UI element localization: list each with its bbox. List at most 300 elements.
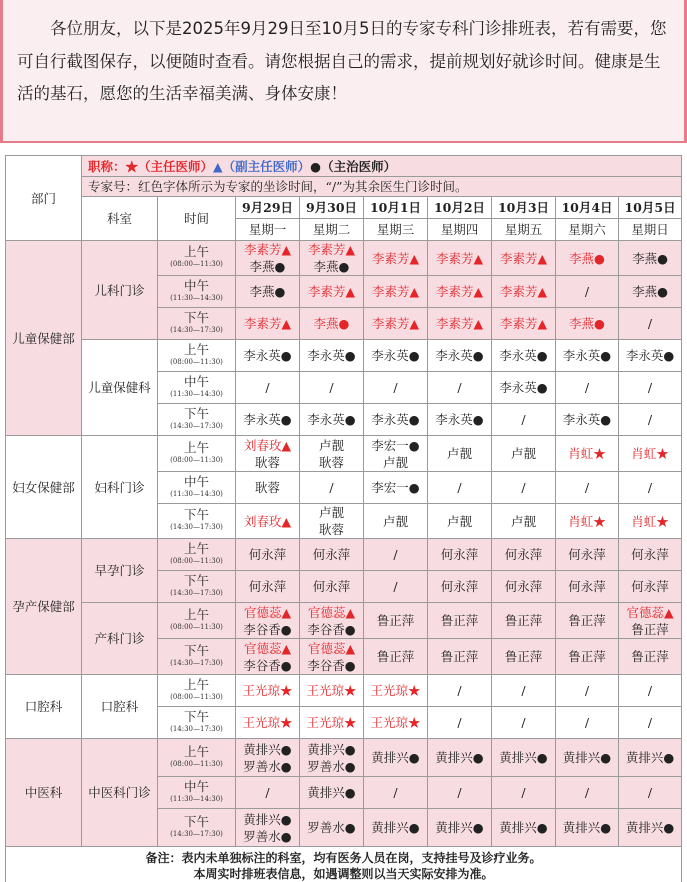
empty-slot: / xyxy=(329,480,334,495)
doctor-cell xyxy=(619,472,682,504)
doctor-cell xyxy=(556,472,619,504)
slot-hours: (14:30—17:30) xyxy=(170,325,223,334)
slot-label: 中午 xyxy=(183,277,209,293)
weekday-header: 星期四 xyxy=(428,219,492,241)
slot-label: 上午 xyxy=(183,244,209,259)
doctor-name: 官德蕊▲ xyxy=(243,604,292,620)
date-header: 10月1日 xyxy=(364,197,428,219)
doctor-name: 肖虹★ xyxy=(568,513,606,529)
doctor-name: 卢靓 xyxy=(318,505,344,520)
doctor-cell xyxy=(556,539,619,571)
doctor-cell xyxy=(619,539,682,571)
doctor-name: 鲁正萍 xyxy=(504,649,543,664)
doctor-cell xyxy=(236,539,300,571)
date-header: 10月2日 xyxy=(428,197,492,219)
empty-slot: / xyxy=(584,683,590,698)
doctor-cell xyxy=(428,707,492,739)
doctor-name: 李永英● xyxy=(371,348,420,363)
expert-note xyxy=(82,177,682,197)
empty-slot: / xyxy=(393,547,398,562)
empty-slot: / xyxy=(584,284,590,299)
doctor-cell xyxy=(236,472,300,504)
doctor-name: 何永萍 xyxy=(312,579,351,594)
room-cell: 早孕门诊 xyxy=(82,539,158,603)
doctor-name: 李永英● xyxy=(243,348,292,363)
doctor-name: 黄排兴● xyxy=(371,750,420,765)
doctor-cell xyxy=(300,809,364,847)
doctor-name: 罗善水● xyxy=(307,820,356,835)
footer-line: 本周实时排班表信息，如遇调整则以当天实际安排为准。 xyxy=(193,866,494,881)
department-cell: 儿童保健部 xyxy=(6,241,82,436)
time-slot-cell xyxy=(158,308,236,340)
doctor-cell xyxy=(619,241,682,276)
doctor-cell xyxy=(619,675,682,707)
doctor-name: 何永萍 xyxy=(312,547,351,562)
doctor-cell xyxy=(619,436,682,472)
doctor-cell xyxy=(300,308,364,340)
weekday-header: 星期日 xyxy=(619,219,682,241)
doctor-cell xyxy=(619,504,682,539)
doctor-cell xyxy=(492,472,556,504)
doctor-cell xyxy=(492,340,556,372)
doctor-name: 黄排兴● xyxy=(307,741,356,757)
department-cell: 口腔科 xyxy=(6,675,82,739)
doctor-name: 黄排兴● xyxy=(499,820,548,835)
doctor-name: 李宏一● xyxy=(371,480,420,495)
empty-slot: / xyxy=(647,785,653,800)
doctor-cell xyxy=(492,675,556,707)
doctor-name: 罗善水● xyxy=(243,758,292,774)
doctor-name: 王光琼★ xyxy=(306,715,357,730)
doctor-cell xyxy=(492,276,556,308)
doctor-name: 王光琼★ xyxy=(306,683,357,698)
doctor-cell xyxy=(556,308,619,340)
doctor-name: 卢靓 xyxy=(318,437,344,453)
doctor-cell xyxy=(300,276,364,308)
time-slot-cell xyxy=(158,504,236,539)
empty-slot: / xyxy=(584,785,590,800)
doctor-cell xyxy=(300,707,364,739)
schedule-row xyxy=(6,436,682,472)
slot-hours: (11:30—14:30) xyxy=(170,794,223,803)
empty-slot: / xyxy=(647,683,653,698)
doctor-cell xyxy=(300,603,364,639)
doctor-name: 李永英● xyxy=(562,412,612,427)
doctor-name: 李燕● xyxy=(632,250,668,266)
schedule-row xyxy=(6,241,682,276)
slot-label: 下午 xyxy=(183,572,209,588)
doctor-cell xyxy=(428,539,492,571)
weekday-header: 星期一 xyxy=(236,219,300,241)
doctor-name: 黄排兴● xyxy=(499,750,548,765)
doctor-cell xyxy=(556,777,619,809)
slot-label: 上午 xyxy=(183,676,209,692)
doctor-cell xyxy=(619,404,682,436)
doctor-cell xyxy=(556,436,619,472)
doctor-cell xyxy=(364,707,428,739)
doctor-cell xyxy=(556,276,619,308)
doctor-name: 何永萍 xyxy=(504,579,543,594)
doctor-cell xyxy=(236,639,300,675)
doctor-cell xyxy=(236,436,300,472)
doctor-cell xyxy=(364,276,428,308)
intro-paragraph: 各位朋友，以下是2025年9月29日至10月5日的专家专科门诊排班表，若有需要，您可自行截图保存，以便随时查看。请您根据自己的需求，提前规划好就诊时间。健康是生活的基石，愿您的生活幸福美满、身体安康！ xyxy=(0,0,687,143)
doctor-cell xyxy=(428,472,492,504)
doctor-name: 李永英● xyxy=(243,412,292,427)
time-slot-cell xyxy=(158,777,236,809)
doctor-cell xyxy=(556,809,619,847)
doctor-name: 李素芳▲ xyxy=(307,242,356,257)
slot-label: 上午 xyxy=(183,439,209,455)
doctor-name: 耿蓉 xyxy=(318,522,344,537)
slot-hours: (14:30—17:30) xyxy=(170,523,223,531)
doctor-cell xyxy=(619,707,682,739)
doctor-cell xyxy=(492,639,556,675)
doctor-name: 官德蕊▲ xyxy=(243,640,292,656)
empty-slot: / xyxy=(457,715,462,730)
doctor-name: 肖虹★ xyxy=(631,446,669,461)
doctor-name: 王光琼★ xyxy=(370,715,421,730)
department-cell: 中医科 xyxy=(6,739,82,847)
dept-header: 部门 xyxy=(6,156,82,241)
time-slot-cell xyxy=(158,603,236,639)
doctor-cell xyxy=(556,372,619,404)
doctor-cell xyxy=(619,308,682,340)
schedule-row xyxy=(6,603,682,639)
doctor-name: 李谷香● xyxy=(307,657,356,673)
doctor-cell xyxy=(364,739,428,777)
doctor-cell xyxy=(364,603,428,639)
weekday-header: 星期三 xyxy=(364,219,428,241)
doctor-cell xyxy=(364,809,428,847)
doctor-name: 卢靓 xyxy=(446,513,472,529)
doctor-name: 黄排兴● xyxy=(371,820,420,835)
slot-hours: (14:30—17:30) xyxy=(170,658,223,667)
doctor-cell xyxy=(300,340,364,372)
time-slot-cell xyxy=(158,539,236,571)
doctor-name: 何永萍 xyxy=(504,547,543,562)
doctor-cell xyxy=(236,571,300,603)
doctor-cell xyxy=(300,639,364,675)
doctor-name: 李素芳▲ xyxy=(243,316,292,331)
doctor-cell xyxy=(428,809,492,847)
doctor-cell xyxy=(300,539,364,571)
slot-hours: (08:00—11:30) xyxy=(170,556,223,565)
doctor-cell xyxy=(300,372,364,404)
empty-slot: / xyxy=(521,715,526,730)
empty-slot: / xyxy=(457,785,462,800)
doctor-name: 官德蕊▲ xyxy=(307,604,356,620)
doctor-cell xyxy=(619,777,682,809)
slot-hours: (14:30—17:30) xyxy=(170,421,223,430)
weekday-header: 星期二 xyxy=(300,219,364,241)
doctor-name: 卢靓 xyxy=(382,513,408,529)
doctor-name: 黄排兴● xyxy=(435,820,484,835)
room-cell: 口腔科 xyxy=(82,675,158,739)
doctor-cell xyxy=(428,404,492,436)
doctor-name: 黄排兴● xyxy=(243,811,292,827)
time-slot-cell xyxy=(158,340,236,372)
slot-label: 下午 xyxy=(183,507,209,522)
doctor-cell xyxy=(364,675,428,707)
doctor-name: 李素芳▲ xyxy=(307,284,356,299)
doctor-cell xyxy=(556,504,619,539)
doctor-cell xyxy=(428,675,492,707)
time-header: 时间 xyxy=(158,197,236,241)
slot-label: 上午 xyxy=(183,743,209,759)
doctor-cell xyxy=(236,340,300,372)
room-cell: 儿科门诊 xyxy=(82,241,158,340)
doctor-cell xyxy=(364,340,428,372)
doctor-cell xyxy=(364,777,428,809)
slot-label: 中午 xyxy=(183,473,209,489)
footer-line: 备注：表内未单独标注的科室，均有医务人员在岗，支持挂号及诊疗业务。 xyxy=(145,850,542,865)
slot-hours: (08:00—11:30) xyxy=(170,455,223,464)
doctor-cell xyxy=(236,241,300,276)
empty-slot: / xyxy=(457,480,462,495)
doctor-cell xyxy=(556,639,619,675)
slot-label: 下午 xyxy=(183,642,209,658)
doctor-cell xyxy=(619,809,682,847)
slot-hours: (14:30—17:30) xyxy=(170,829,223,838)
slot-hours: (14:30—17:30) xyxy=(170,588,223,597)
doctor-cell xyxy=(619,571,682,603)
room-cell: 儿童保健科 xyxy=(82,340,158,436)
doctor-cell xyxy=(364,241,428,276)
doctor-cell xyxy=(300,436,364,472)
empty-slot: / xyxy=(521,412,526,427)
slot-hours: (14:30—17:30) xyxy=(170,724,223,733)
doctor-name: 卢靓 xyxy=(510,513,536,529)
doctor-cell xyxy=(300,739,364,777)
doctor-cell xyxy=(428,241,492,276)
doctor-name: 卢靓 xyxy=(510,446,536,461)
doctor-cell xyxy=(428,340,492,372)
doctor-cell xyxy=(236,707,300,739)
slot-label: 下午 xyxy=(183,708,209,724)
room-cell: 中医科门诊 xyxy=(82,739,158,847)
doctor-name: 鲁正萍 xyxy=(376,613,415,628)
date-header: 10月4日 xyxy=(556,197,619,219)
doctor-name: 鲁正萍 xyxy=(440,649,479,664)
doctor-cell xyxy=(492,308,556,340)
doctor-name: 黄排兴● xyxy=(435,750,484,765)
slot-label: 下午 xyxy=(183,813,209,829)
doctor-name: 耿蓉 xyxy=(254,480,280,495)
doctor-name: 李素芳▲ xyxy=(499,250,548,266)
doctor-cell xyxy=(300,675,364,707)
doctor-cell xyxy=(556,404,619,436)
title-legend xyxy=(82,156,682,177)
time-slot-cell xyxy=(158,276,236,308)
doctor-name: 何永萍 xyxy=(568,547,606,562)
time-slot-cell xyxy=(158,675,236,707)
empty-slot: / xyxy=(329,380,334,395)
doctor-cell xyxy=(619,603,682,639)
doctor-name: 李燕● xyxy=(632,284,668,299)
expert-note-text: 专家号：红色字体所示为专家的坐诊时间，“/”为其余医生门诊时间。 xyxy=(88,179,468,194)
time-slot-cell xyxy=(158,241,236,276)
doctor-cell xyxy=(364,372,428,404)
doctor-cell xyxy=(428,372,492,404)
doctor-name: 李素芳▲ xyxy=(435,316,484,331)
doctor-name: 李永英● xyxy=(499,380,548,395)
room-cell: 产科门诊 xyxy=(82,603,158,675)
department-cell: 妇女保健部 xyxy=(6,436,82,539)
slot-hours: (08:00—11:30) xyxy=(170,759,223,768)
schedule-row xyxy=(6,340,682,372)
weekday-header: 星期六 xyxy=(556,219,619,241)
doctor-cell xyxy=(619,340,682,372)
doctor-name: 李永英● xyxy=(307,412,356,427)
empty-slot: / xyxy=(647,480,653,495)
doctor-cell xyxy=(556,603,619,639)
doctor-cell xyxy=(428,571,492,603)
doctor-name: 官德蕊▲ xyxy=(626,604,674,620)
legend-prefix: 职称： xyxy=(88,158,126,174)
time-slot-cell xyxy=(158,707,236,739)
department-cell: 孕产保健部 xyxy=(6,539,82,675)
doctor-name: 李素芳▲ xyxy=(435,284,484,299)
doctor-cell xyxy=(492,539,556,571)
doctor-cell xyxy=(236,739,300,777)
doctor-name: 李燕● xyxy=(249,284,286,299)
doctor-cell xyxy=(492,372,556,404)
time-slot-cell xyxy=(158,739,236,777)
slot-label: 中午 xyxy=(183,373,209,389)
doctor-name: 王光琼★ xyxy=(242,683,293,698)
doctor-name: 何永萍 xyxy=(248,547,287,562)
doctor-name: 鲁正萍 xyxy=(631,649,669,664)
slot-hours: (11:30—14:30) xyxy=(170,489,223,498)
doctor-cell xyxy=(364,404,428,436)
doctor-cell xyxy=(556,340,619,372)
weekday-header: 星期五 xyxy=(492,219,556,241)
room-header: 科室 xyxy=(82,197,158,241)
doctor-cell xyxy=(492,404,556,436)
doctor-name: 李谷香● xyxy=(307,621,356,637)
doctor-name: 李素芳▲ xyxy=(499,316,548,331)
schedule-row xyxy=(6,675,682,707)
room-cell: 妇科门诊 xyxy=(82,436,158,539)
doctor-name: 何永萍 xyxy=(440,579,479,594)
doctor-cell xyxy=(236,675,300,707)
doctor-name: 王光琼★ xyxy=(370,683,421,698)
doctor-name: 黄排兴● xyxy=(562,820,612,835)
schedule-row xyxy=(6,739,682,777)
doctor-name: 李燕● xyxy=(313,259,350,274)
doctor-name: 李燕● xyxy=(313,316,350,331)
date-header: 10月5日 xyxy=(619,197,682,219)
doctor-name: 鲁正萍 xyxy=(440,613,479,628)
doctor-name: 黄排兴● xyxy=(243,741,292,757)
doctor-name: 肖虹★ xyxy=(568,446,606,461)
empty-slot: / xyxy=(265,380,270,395)
doctor-cell xyxy=(300,504,364,539)
doctor-cell xyxy=(556,707,619,739)
doctor-cell xyxy=(300,777,364,809)
doctor-cell xyxy=(619,739,682,777)
empty-slot: / xyxy=(584,480,590,495)
time-slot-cell xyxy=(158,809,236,847)
empty-slot: / xyxy=(584,715,590,730)
doctor-name: 鲁正萍 xyxy=(568,649,606,664)
doctor-name: 何永萍 xyxy=(568,579,606,594)
doctor-name: 何永萍 xyxy=(248,579,287,594)
doctor-cell xyxy=(428,308,492,340)
doctor-name: 李永英● xyxy=(435,412,484,427)
doctor-cell xyxy=(364,571,428,603)
empty-slot: / xyxy=(521,480,526,495)
doctor-name: 李永英● xyxy=(371,412,420,427)
empty-slot: / xyxy=(647,715,653,730)
empty-slot: / xyxy=(393,785,398,800)
slot-hours: (08:00—11:30) xyxy=(170,260,223,268)
doctor-name: 李谷香● xyxy=(243,621,292,637)
doctor-name: 李燕● xyxy=(569,316,605,331)
slot-hours: (08:00—11:30) xyxy=(170,692,223,701)
doctor-name: 李永英● xyxy=(435,348,484,363)
empty-slot: / xyxy=(393,579,398,594)
doctor-cell xyxy=(492,707,556,739)
doctor-cell xyxy=(492,504,556,539)
slot-hours: (08:00—11:30) xyxy=(170,357,223,366)
doctor-cell xyxy=(364,308,428,340)
empty-slot: / xyxy=(457,683,462,698)
doctor-cell xyxy=(428,639,492,675)
doctor-cell xyxy=(428,504,492,539)
doctor-cell xyxy=(492,571,556,603)
doctor-cell xyxy=(364,539,428,571)
doctor-cell xyxy=(364,504,428,539)
slot-label: 中午 xyxy=(183,778,209,794)
date-header: 9月29日 xyxy=(236,197,300,219)
doctor-name: 耿蓉 xyxy=(318,454,344,470)
doctor-cell xyxy=(300,571,364,603)
doctor-name: 李宏一● xyxy=(371,437,420,453)
doctor-name: 何永萍 xyxy=(440,547,479,562)
doctor-cell xyxy=(236,372,300,404)
doctor-cell xyxy=(300,241,364,276)
doctor-name: 李素芳▲ xyxy=(499,284,548,299)
doctor-cell xyxy=(364,436,428,472)
legend-associate: ▲（副主任医师） xyxy=(213,158,311,174)
doctor-name: 李永英● xyxy=(562,348,612,363)
time-slot-cell xyxy=(158,472,236,504)
slot-hours: (11:30—14:30) xyxy=(170,389,223,398)
doctor-cell xyxy=(556,241,619,276)
doctor-cell xyxy=(556,571,619,603)
doctor-name: 耿蓉 xyxy=(254,454,280,470)
doctor-name: 李永英● xyxy=(625,348,675,363)
doctor-name: 李燕● xyxy=(249,259,286,274)
doctor-cell xyxy=(428,603,492,639)
doctor-name: 李素芳▲ xyxy=(243,242,292,257)
slot-label: 上午 xyxy=(183,606,209,622)
doctor-name: 李永英● xyxy=(307,348,356,363)
time-slot-cell xyxy=(158,571,236,603)
doctor-name: 李素芳▲ xyxy=(435,250,484,266)
empty-slot: / xyxy=(393,380,398,395)
doctor-cell xyxy=(619,372,682,404)
doctor-cell xyxy=(236,308,300,340)
date-header: 10月3日 xyxy=(492,197,556,219)
doctor-name: 黄排兴● xyxy=(625,750,675,765)
empty-slot: / xyxy=(647,316,653,331)
time-slot-cell xyxy=(158,372,236,404)
slot-label: 上午 xyxy=(183,540,209,556)
doctor-cell xyxy=(300,472,364,504)
